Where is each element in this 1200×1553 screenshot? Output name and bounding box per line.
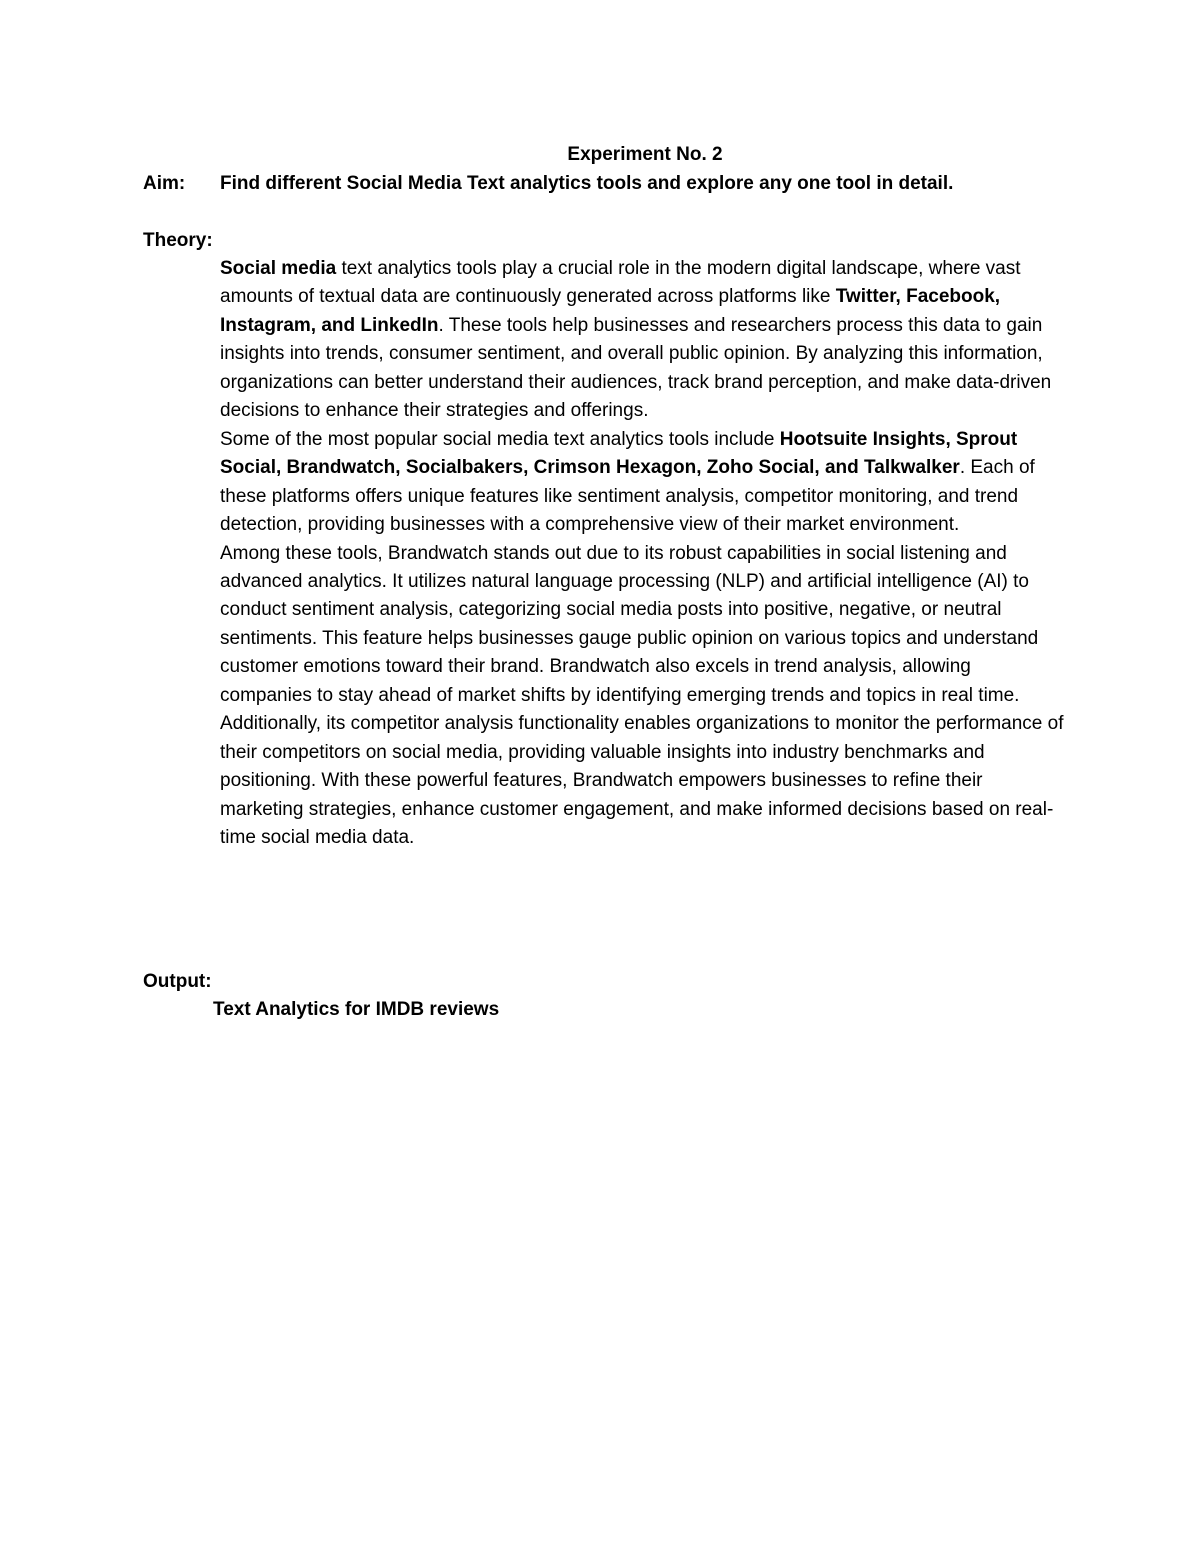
theory-paragraph-3: Among these tools, Brandwatch stands out due to its robust capabilities in social listening and advanced analytics. It utilizes natural language processing (NLP) and artificial intelligence (AI) to conduct sentiment analysis, categorizing social media posts into positive, negative, or neutral sentiments. This feature helps businesses gauge public opinion on various topics and understand customer emotions toward their brand. Brandwatch also excels in trend analysis, allowing companies to stay ahead of market shifts by identifying emerging trends and topics in real time. Additionally, its competitor analysis functionality enables organizations to monitor the performance of their competitors on social media, providing valuable insights into industry benchmarks and positioning. With these powerful features, Brandwatch empowers businesses to refine their marketing strategies, enhance customer engagement, and make informed decisions based on real-time social media data. [220, 542, 1064, 849]
aim-label: Aim: [143, 173, 186, 194]
platforms-bold: Twitter, Facebook, Instagram, and LinkedIn [220, 286, 1001, 336]
tools-bold: Hootsuite Insights, Sprout Social, Brandwatch, Socialbakers, Crimson Hexagon, Zoho Social, and Talkwalker [220, 428, 1018, 479]
theory-p1-text-b: . These tools help businesses and researchers process this data to gain insights into trends, consumer sentiment, and overall public opinion. By analyzing this information, organizations can better understand their audiences, track brand perception, and make data-driven decisions to enhance their strategies and offerings. [220, 314, 1052, 422]
output-item: Text Analytics for IMDB reviews [213, 999, 500, 1020]
theory-p1-text-a: text analytics tools play a crucial role in the modern digital landscape, where vast amounts of textual data are continuously generated across platforms like [220, 258, 1021, 308]
theory-body [220, 255, 1065, 853]
social-media-bold: Social media [220, 258, 337, 279]
theory-heading: Theory: [143, 230, 213, 251]
aim-row [143, 170, 953, 198]
document-title: Experiment No. 2 [567, 144, 723, 165]
theory-paragraph-1 [220, 255, 1065, 426]
output-heading: Output: [143, 971, 212, 992]
aim-text: Find different Social Media Text analytics tools and explore any one tool in detail. [220, 173, 954, 194]
theory-paragraph-2 [220, 426, 1065, 540]
theory-p2-text-a: Some of the most popular social media text analytics tools include [220, 428, 780, 450]
theory-p2-text-b: . Each of these platforms offers unique features like sentiment analysis, competitor monitoring, and trend detection, providing businesses with a comprehensive view of their market environment. [220, 457, 1035, 536]
